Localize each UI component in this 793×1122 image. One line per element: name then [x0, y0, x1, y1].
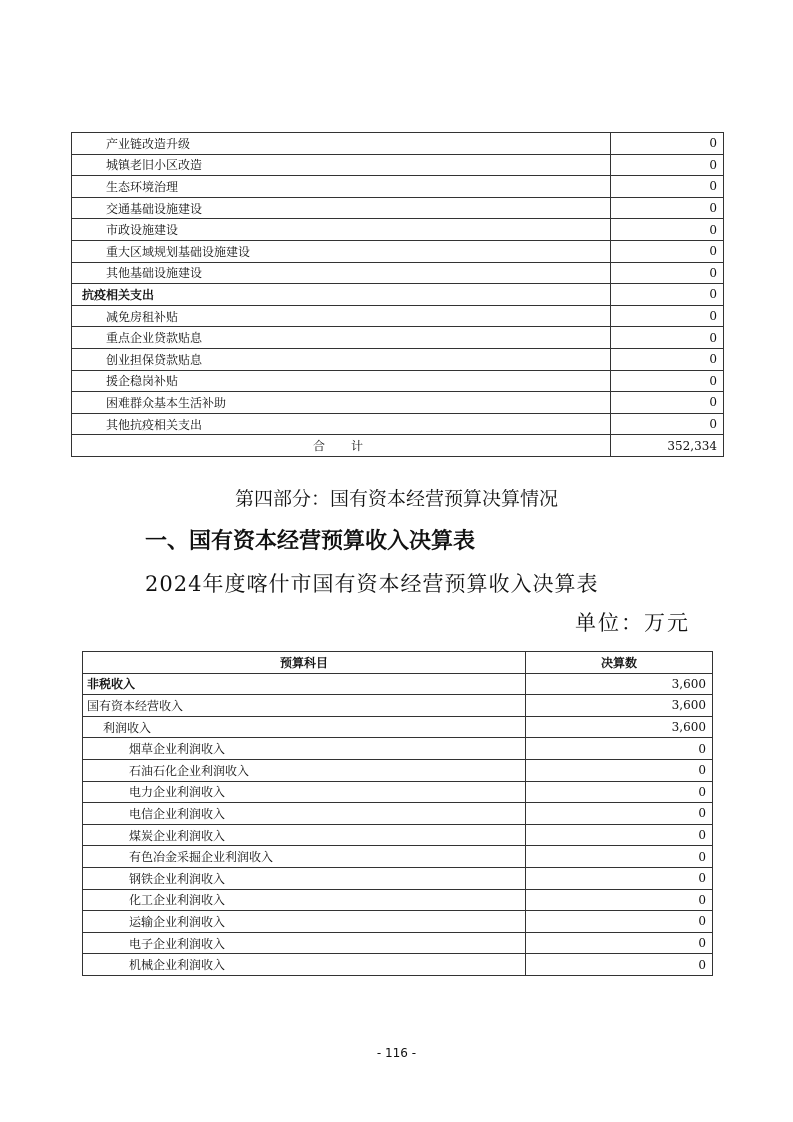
- row-label: 石油石化企业利润收入: [83, 759, 526, 781]
- row-label: 机械企业利润收入: [83, 954, 526, 976]
- total-value: 352,334: [611, 435, 724, 457]
- row-value: 0: [611, 133, 724, 155]
- table-row: [83, 738, 713, 760]
- row-label: 城镇老旧小区改造: [72, 154, 611, 176]
- table-row: [83, 759, 713, 781]
- table-row: [83, 824, 713, 846]
- row-label: 援企稳岗补贴: [72, 370, 611, 392]
- row-label: 国有资本经营收入: [83, 695, 526, 717]
- row-value: 0: [611, 219, 724, 241]
- row-value: 0: [526, 824, 713, 846]
- table-row: [72, 284, 724, 306]
- row-label: 市政设施建设: [72, 219, 611, 241]
- row-label: 运输企业利润收入: [83, 911, 526, 933]
- row-label: 利润收入: [83, 716, 526, 738]
- row-value: 0: [611, 370, 724, 392]
- row-value: 3,600: [526, 716, 713, 738]
- row-label: 困难群众基本生活补助: [72, 392, 611, 414]
- row-value: 3,600: [526, 695, 713, 717]
- page-number: - 116 -: [376, 1046, 417, 1060]
- row-value: 0: [526, 759, 713, 781]
- row-label: 非税收入: [83, 673, 526, 695]
- row-label: 钢铁企业利润收入: [83, 867, 526, 889]
- row-value: 0: [611, 413, 724, 435]
- row-label: 其他抗疫相关支出: [72, 413, 611, 435]
- row-value: 0: [611, 197, 724, 219]
- row-value: 0: [526, 932, 713, 954]
- table-row: [83, 932, 713, 954]
- table-row: [72, 197, 724, 219]
- row-value: 0: [526, 738, 713, 760]
- table-row: [83, 781, 713, 803]
- row-value: 0: [526, 803, 713, 825]
- row-value: 0: [526, 954, 713, 976]
- table-row: [72, 305, 724, 327]
- row-label: 产业链改造升级: [72, 133, 611, 155]
- row-label: 重大区域规划基础设施建设: [72, 240, 611, 262]
- row-value: 0: [611, 284, 724, 306]
- row-label: 减免房租补贴: [72, 305, 611, 327]
- expenditure-table-continued: [71, 132, 724, 457]
- row-label: 生态环境治理: [72, 176, 611, 198]
- table-row: [83, 673, 713, 695]
- row-value: 0: [526, 867, 713, 889]
- row-label: 电子企业利润收入: [83, 932, 526, 954]
- table-row: [72, 413, 724, 435]
- row-value: 0: [611, 176, 724, 198]
- table-row: [83, 867, 713, 889]
- row-label: 交通基础设施建设: [72, 197, 611, 219]
- row-label: 重点企业贷款贴息: [72, 327, 611, 349]
- header-budget-item: 预算科目: [83, 652, 526, 674]
- section-title: 一、国有资本经营预算收入决算表: [145, 528, 476, 554]
- table-row: [83, 803, 713, 825]
- row-value: 3,600: [526, 673, 713, 695]
- row-label: 有色冶金采掘企业利润收入: [83, 846, 526, 868]
- row-label: 烟草企业利润收入: [83, 738, 526, 760]
- table-header-row: [83, 652, 713, 674]
- row-label: 创业担保贷款贴息: [72, 348, 611, 370]
- revenue-table-body: [83, 673, 713, 975]
- total-label: 合计: [72, 435, 611, 457]
- table-row: [83, 889, 713, 911]
- row-value: 0: [526, 889, 713, 911]
- table-row: [72, 262, 724, 284]
- table-row: [83, 695, 713, 717]
- table-row: [72, 133, 724, 155]
- row-label: 化工企业利润收入: [83, 889, 526, 911]
- row-value: 0: [611, 392, 724, 414]
- row-value: 0: [611, 305, 724, 327]
- row-value: 0: [611, 348, 724, 370]
- table-row: [83, 911, 713, 933]
- table-row: [83, 846, 713, 868]
- unit-label: 单位：万元: [575, 611, 690, 635]
- row-value: 0: [611, 262, 724, 284]
- revenue-table: [82, 651, 713, 976]
- table-row: [72, 370, 724, 392]
- table-row: [83, 954, 713, 976]
- table-row: [72, 219, 724, 241]
- total-row: [72, 435, 724, 457]
- expenditure-table-body: [72, 133, 724, 457]
- table-title: 2024年度喀什市国有资本经营预算收入决算表: [145, 572, 599, 596]
- row-value: 0: [611, 240, 724, 262]
- row-label: 电力企业利润收入: [83, 781, 526, 803]
- row-label: 煤炭企业利润收入: [83, 824, 526, 846]
- table-row: [72, 176, 724, 198]
- table-row: [83, 716, 713, 738]
- row-value: 0: [611, 327, 724, 349]
- part-title: 第四部分：国有资本经营预算决算情况: [234, 488, 558, 510]
- table-row: [72, 348, 724, 370]
- row-label: 抗疫相关支出: [72, 284, 611, 306]
- row-label: 电信企业利润收入: [83, 803, 526, 825]
- row-value: 0: [526, 781, 713, 803]
- row-value: 0: [526, 911, 713, 933]
- row-value: 0: [526, 846, 713, 868]
- row-label: 其他基础设施建设: [72, 262, 611, 284]
- table-row: [72, 392, 724, 414]
- table-row: [72, 240, 724, 262]
- header-final-amount: 决算数: [526, 652, 713, 674]
- table-row: [72, 327, 724, 349]
- row-value: 0: [611, 154, 724, 176]
- table-row: [72, 154, 724, 176]
